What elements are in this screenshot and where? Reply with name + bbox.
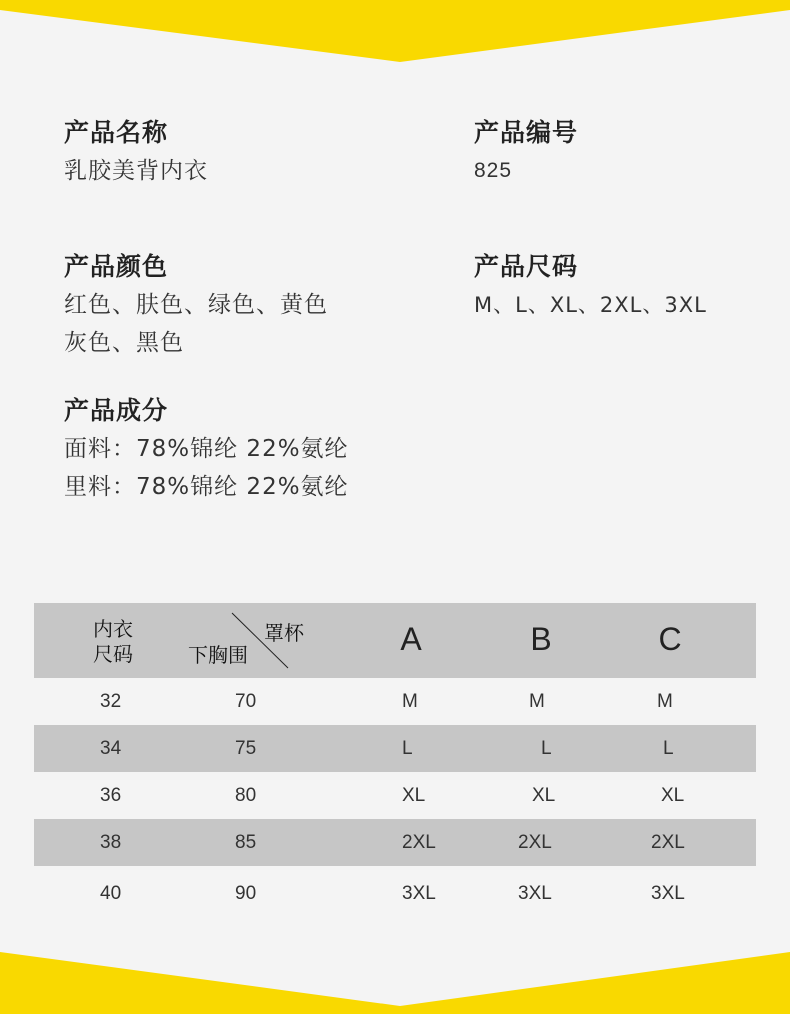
header-band-label: 下胸围: [188, 643, 248, 667]
cell-band: 70: [235, 691, 257, 712]
product-name-value: 乳胶美背内衣: [64, 158, 208, 184]
cell-cup-c: 2XL: [651, 832, 685, 853]
table-row: [34, 866, 756, 921]
cell-size: 34: [100, 738, 122, 759]
cell-cup-b: 2XL: [518, 832, 552, 853]
cell-cup-a: XL: [402, 785, 426, 806]
cell-cup-b: XL: [532, 785, 556, 806]
product-material-line: 面料：78%锦纶 22%氨纶: [64, 436, 349, 462]
header-col-a: A: [400, 621, 422, 657]
product-material-line: 里料：78%锦纶 22%氨纶: [64, 474, 349, 500]
cell-size: 38: [100, 832, 122, 853]
product-material-title: 产品成分: [64, 396, 169, 425]
cell-cup-c: 3XL: [651, 883, 685, 904]
table-row: [34, 819, 756, 866]
cell-size: 36: [100, 785, 122, 806]
cell-band: 90: [235, 883, 257, 904]
product-size-block: [474, 252, 707, 324]
header-col-b: B: [530, 621, 552, 657]
cell-cup-b: L: [541, 738, 552, 759]
cell-band: 80: [235, 785, 257, 806]
product-color-title: 产品颜色: [64, 252, 169, 281]
product-size-title: 产品尺码: [474, 252, 579, 281]
cell-band: 75: [235, 738, 257, 759]
product-color-line: 红色、肤色、绿色、黄色: [64, 292, 328, 318]
product-color-value: [64, 286, 328, 362]
table-header: [34, 603, 756, 678]
cell-cup-c: M: [657, 691, 673, 712]
product-color-block: [64, 252, 328, 362]
header-size-label-line2: 尺码: [93, 642, 133, 666]
table-row: [34, 772, 756, 819]
cell-size: 32: [100, 691, 122, 712]
header-col-c: C: [658, 621, 682, 657]
header-size-label: [90, 617, 136, 667]
cell-cup-a: 3XL: [402, 883, 436, 904]
product-material-value: [64, 430, 349, 506]
cell-cup-a: L: [402, 738, 413, 759]
cell-cup-c: XL: [661, 785, 685, 806]
cell-cup-a: 2XL: [402, 832, 436, 853]
cell-cup-b: 3XL: [518, 883, 552, 904]
product-material-block: [64, 396, 349, 506]
product-name-block: [64, 118, 208, 190]
product-size-value: M、L、XL、2XL、3XL: [474, 293, 707, 317]
product-code-value: 825: [474, 159, 513, 182]
bottom-banner-shape: [0, 952, 790, 1014]
cell-cup-c: L: [663, 738, 674, 759]
cell-cup-a: M: [402, 691, 418, 712]
product-code-block: [474, 118, 578, 190]
cell-cup-b: M: [529, 691, 545, 712]
table-row: [34, 725, 756, 772]
top-banner-shape: [0, 0, 790, 62]
header-size-label-line1: 内衣: [93, 617, 133, 641]
cell-size: 40: [100, 883, 122, 904]
size-table: [34, 603, 756, 921]
table-row: [34, 678, 756, 725]
bottom-banner: [0, 950, 790, 1014]
top-banner: [0, 0, 790, 64]
product-color-line: 灰色、黑色: [64, 330, 184, 356]
header-cup-label: 罩杯: [264, 621, 304, 645]
cell-band: 85: [235, 832, 257, 853]
product-code-title: 产品编号: [474, 118, 579, 147]
product-name-title: 产品名称: [64, 118, 169, 147]
